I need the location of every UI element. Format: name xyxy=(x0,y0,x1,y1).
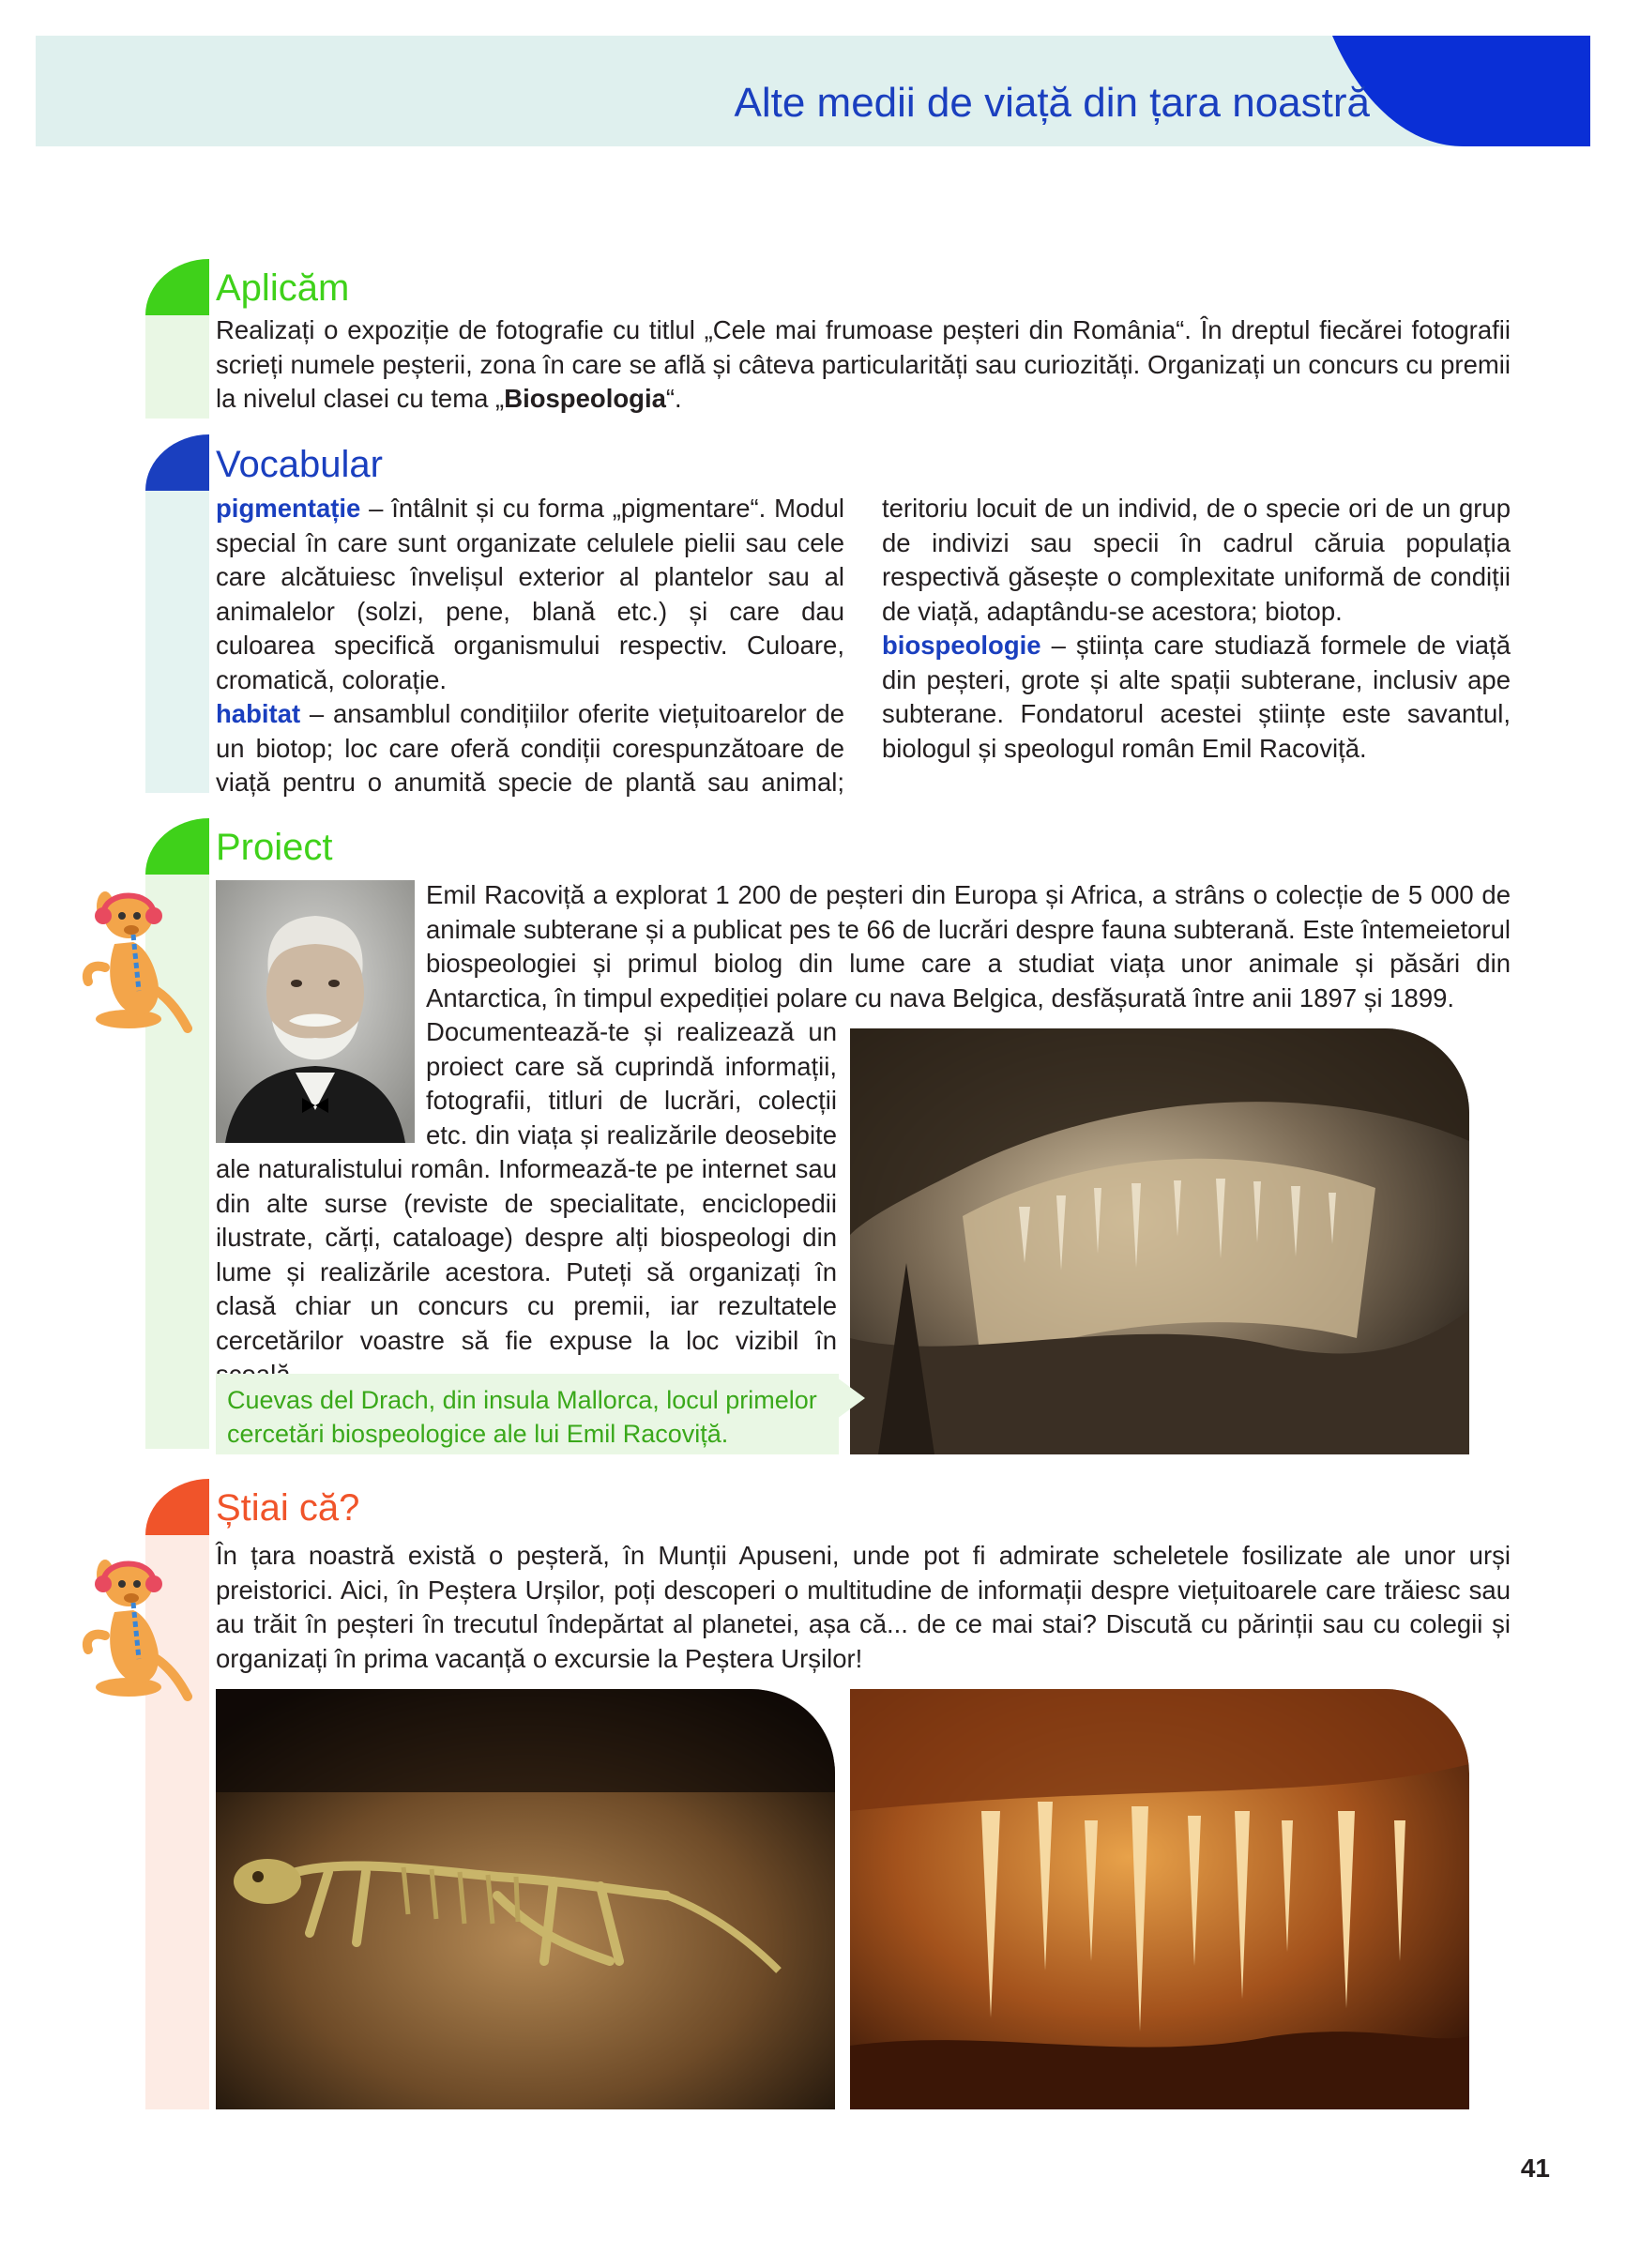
proiect-task-content: Documentează-te și realizează un proiect care să cuprindă informații, fotografii, titluri de lucrări, colecții etc. din viața și realizările deosebite ale naturalistului român. Informează-te pe internet sau din alte surse (reviste de specialitate, enciclopedii ilustrate, cărți, cataloage) despre alți biospeologi din lume și realizările acestora. Puteți să organizați în clasă chiar un concurs cu premii, iar rezultatele cercetărilor voastre să fie expuse la loc vizibil în xyxy=(216,1017,837,1355)
proiect-photo-caption: Cuevas del Drach, din insula Mallorca, locul primelor cercetări biospeologice ale lui Emil Racoviță. xyxy=(216,1374,839,1454)
aplicam-bold-term: Biospeologia xyxy=(504,384,666,413)
aplicam-corner-marker xyxy=(145,259,209,315)
proiect-task-text xyxy=(216,1015,837,1393)
vocab-entry-pigmentatie xyxy=(216,494,844,694)
vocab-term: habitat xyxy=(216,699,301,728)
stiai-ca-title: Știai că? xyxy=(216,1487,360,1529)
pestera-ursilor-photo xyxy=(850,1689,1469,2109)
vocabular-definitions xyxy=(216,492,1511,801)
vocab-definition: – ansamblul condițiilor oferite viețuitoarelor de un biotop; loc care oferă condiții corespunzătoare de viață pentru o anumită specie de plantă sau animal; teritoriu locuit de un individ, de o specie ori de un grup de indivizi sau specii în cadrul căruia populația respectivă găsește o complexitate uniformă de condiții de viață, adaptându-se acestora; biotop. xyxy=(216,494,1511,797)
aplicam-title: Aplicăm xyxy=(216,267,350,309)
page-title: Alte medii de viață din țara noastră xyxy=(734,80,1370,126)
vocab-definition: – întâlnit și cu forma „pigmentare“. Modul special în care sunt organizate celulele pielii sau cele care alcătuiesc învelișul exterior al plantelor sau al animalelor (solzi, pene, blană etc.) și care dau culoarea specifică organismului respectiv. Culoare, cromatică, colorație. xyxy=(216,494,844,694)
aplicam-text xyxy=(216,313,1511,417)
stiai-ca-text: În țara noastră există o peșteră, în Munții Apuseni, unde pot fi admirate scheletele fosilizate ale unor urși preistorici. Aici, în Peștera Urșilor, poți descoperi o multitudine de informații despre viețuitoarele care trăiesc sau au trăit în peșteri în trecutul îndepărtat al planetei, așa că... de ce mai stai? Discută cu părinții sau cu colegii și organizați în prima vacanță o excursie la Peștera Urșilor! xyxy=(216,1541,1511,1673)
cuevas-del-drach-photo xyxy=(850,1028,1469,1454)
page-number: 41 xyxy=(1520,2154,1550,2183)
vocab-definition: – știința care studiază formele de viață din peșteri, grote și alte spații subterane, inclusiv ape subterane. Fondatorul acestei științe este savantul, biologul și speologul român Emil Racoviță. xyxy=(882,631,1511,763)
vocabular-corner-marker xyxy=(145,434,209,491)
cave-bear-skeleton-photo xyxy=(216,1689,835,2109)
aplicam-text-start: Realizați o expoziție de fotografie cu titlul „Cele mai frumoase peșteri din România“. În dreptul fiecărei fotografii scrieți numele peșterii, zona în care se află și câteva particularități sau curiozități. Organizați un concurs cu premii la nivelul clasei cu tema „ xyxy=(216,315,1511,413)
stiai-ca-corner-marker xyxy=(145,1479,209,1535)
vocab-term: pigmentație xyxy=(216,494,361,523)
proiect-intro-text: Emil Racoviță a explorat 1 200 de peșteri din Europa și Africa, a strâns o colecție de 5 000 de animale subterane și a publicat pes te 66 de lucrări despre fauna subterană. Este întemeietorul biospeologiei și primul biolog din lume care a studiat viața unor animale și păsări din Antarctica, în timpul expediției polare cu nava Belgica, desfășurată între anii 1897 și 1899. xyxy=(426,880,1511,1012)
proiect-title: Proiect xyxy=(216,827,333,868)
vocab-term: biospeologie xyxy=(882,631,1041,660)
vocabular-title: Vocabular xyxy=(216,444,383,485)
vocabular-sidebar xyxy=(145,491,209,793)
text-wrap-spacer xyxy=(216,1015,426,1152)
aplicam-text-end: “. xyxy=(665,384,682,413)
proiect-corner-marker xyxy=(145,818,209,875)
vocab-entry-biospeologie xyxy=(882,631,1511,763)
kangaroo-mascot-icon xyxy=(77,1546,194,1701)
kangaroo-mascot-icon xyxy=(77,878,194,1033)
aplicam-sidebar xyxy=(145,315,209,419)
header-corner-accent xyxy=(1332,36,1590,146)
caption-pointer-arrow xyxy=(837,1378,865,1419)
